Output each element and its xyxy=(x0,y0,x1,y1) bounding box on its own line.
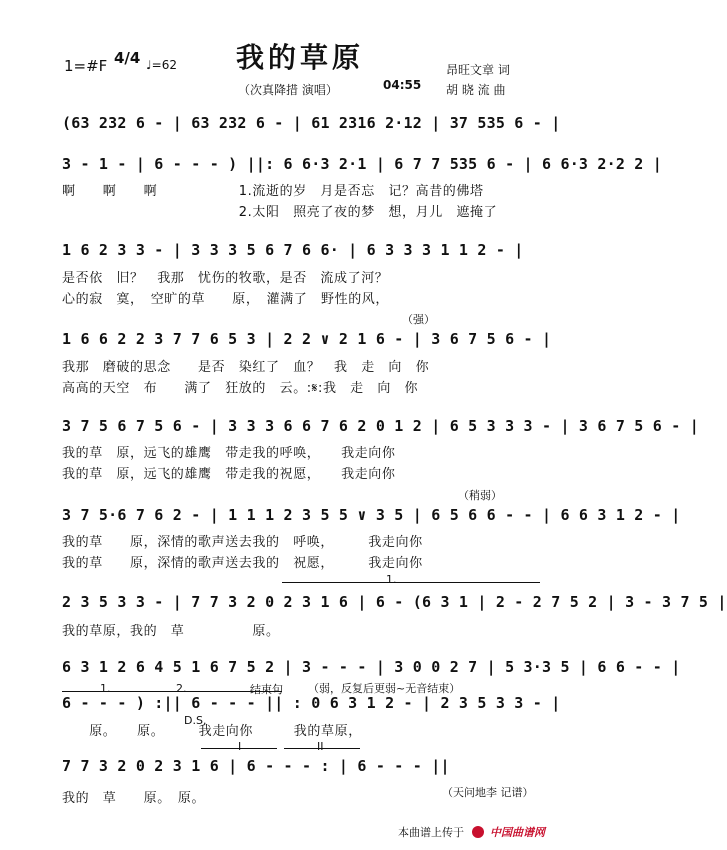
lyric-row-3b: 心的寂 寞， 空旷的草 原， 灌满了 野性的风， xyxy=(62,292,390,307)
upload-text: 本曲谱上传于 xyxy=(398,826,464,839)
time-signature: 4/4 xyxy=(114,49,141,67)
site-logo-icon xyxy=(472,826,484,838)
roman-one-label: I xyxy=(238,740,242,753)
ds-marking: D.S. xyxy=(184,714,207,727)
strong-marking: （强） xyxy=(402,313,435,326)
lyric-row-6b: 我的草 原，深情的歌声送去我的 祝愿， 我走向你 xyxy=(62,556,423,571)
roman-two-label: II xyxy=(317,740,324,753)
lyric-row-5a: 我的草 原，远飞的雄鹰 带走我的呼唤， 我走向你 xyxy=(62,446,396,461)
lyric-row-6a: 我的草 原，深情的歌声送去我的 呼唤， 我走向你 xyxy=(62,535,423,550)
lyric-row-4a: 我那 磨破的思念 是否 染红了 血？ 我 走 向 你 xyxy=(62,360,430,375)
end-phrase-label: 结束句 xyxy=(250,683,283,696)
lyric-row-9: 原。 原。 我走向你 我的草原， xyxy=(62,724,362,739)
first-ending-label: 1. xyxy=(386,573,397,586)
notation-row-6: 3 7 5·6 7 6 2 - | 1 1 1 2 3 5 5 ∨ 3 5 | 6 5 6 6 - - | 6 6 3 1 2 - | xyxy=(62,506,681,524)
lyric-row-10: 我的 草 原。 原。 xyxy=(62,791,206,806)
lyricist: 昂旺文章 词 xyxy=(446,63,510,77)
notation-row-9: 6 - - - ) :|| 6 - - - || : 0 6 3 1 2 - | 2 3 5 3 3 - | xyxy=(62,694,561,712)
notation-row-8: 6 3 1 2 6 4 5 1 6 7 5 2 | 3 - - - | 3 0 0 2 7 | 5 3·3 5 | 6 6 - - | xyxy=(62,658,681,676)
notation-row-2: 3 - 1 - | 6 - - - ) ||: 6 6·3 2·1 | 6 7 7 535 6 - | 6 6·3 2·2 2 | xyxy=(62,155,662,173)
transcriber-credit: （天问地李 记谱） xyxy=(442,786,534,799)
notation-row-3: 1 6 2 3 3 - | 3 3 3 5 6 7 6 6· | 6 3 3 3 1 1 2 - | xyxy=(62,241,524,259)
weak-marking: （稍弱） xyxy=(458,489,502,502)
lyric-row-2a: 啊 啊 啊 1.流逝的岁 月是否忘 记？高昔的佛塔 xyxy=(62,184,484,199)
duration: 04:55 xyxy=(383,78,422,92)
upload-note xyxy=(398,824,545,840)
lyric-row-4b: 高高的天空 布 满了 狂放的 云。:𝄋:我 走 向 你 xyxy=(62,381,419,396)
second-ending-label: 2. xyxy=(176,682,187,695)
lyric-row-5b: 我的草 原，远飞的雄鹰 带走我的祝愿， 我走向你 xyxy=(62,467,396,482)
first-ending-bracket xyxy=(282,582,540,583)
composer: 胡 晓 流 曲 xyxy=(446,83,506,97)
site-brand-name: 中国曲谱网 xyxy=(490,826,545,839)
notation-row-10: 7 7 3 2 0 2 3 1 6 | 6 - - - : | 6 - - - || xyxy=(62,757,450,775)
lower-first-ending-label: 1. xyxy=(100,682,111,695)
lyric-row-3a: 是否依 旧？ 我那 忧伤的牧歌，是否 流成了河？ xyxy=(62,271,389,286)
performer-line: （次真降措 演唱） xyxy=(238,83,338,97)
notation-row-5: 3 7 5 6 7 5 6 - | 3 3 3 6 6 7 6 2 0 1 2 | 6 5 3 3 3 - | 3 6 7 5 6 - | xyxy=(62,417,699,435)
lyric-row-7: 我的草原，我的 草 原。 xyxy=(62,624,280,639)
notation-row-7: 2 3 5 3 3 - | 7 7 3 2 0 2 3 1 6 | 6 - (6 3 1 | 2 - 2 7 5 2 | 3 - 3 7 5 | xyxy=(62,593,727,611)
repeat-instruction: （弱，反复后更弱~无音结束） xyxy=(308,682,461,695)
notation-row-4: 1 6 6 2 2 3 7 7 6 5 3 | 2 2 ∨ 2 1 6 - | 3 6 7 5 6 - | xyxy=(62,330,552,348)
key-signature: 1=#F xyxy=(64,57,108,75)
tempo-marking: ♩=62 xyxy=(146,58,177,72)
notation-row-1: (63 232 6 - | 63 232 6 - | 61 2316 2·12 | 37 535 6 - | xyxy=(62,114,561,132)
song-title: 我的草原 xyxy=(235,41,364,74)
lyric-row-2b: 2.太阳 照亮了夜的梦 想，月儿 遮掩了 xyxy=(62,205,498,220)
